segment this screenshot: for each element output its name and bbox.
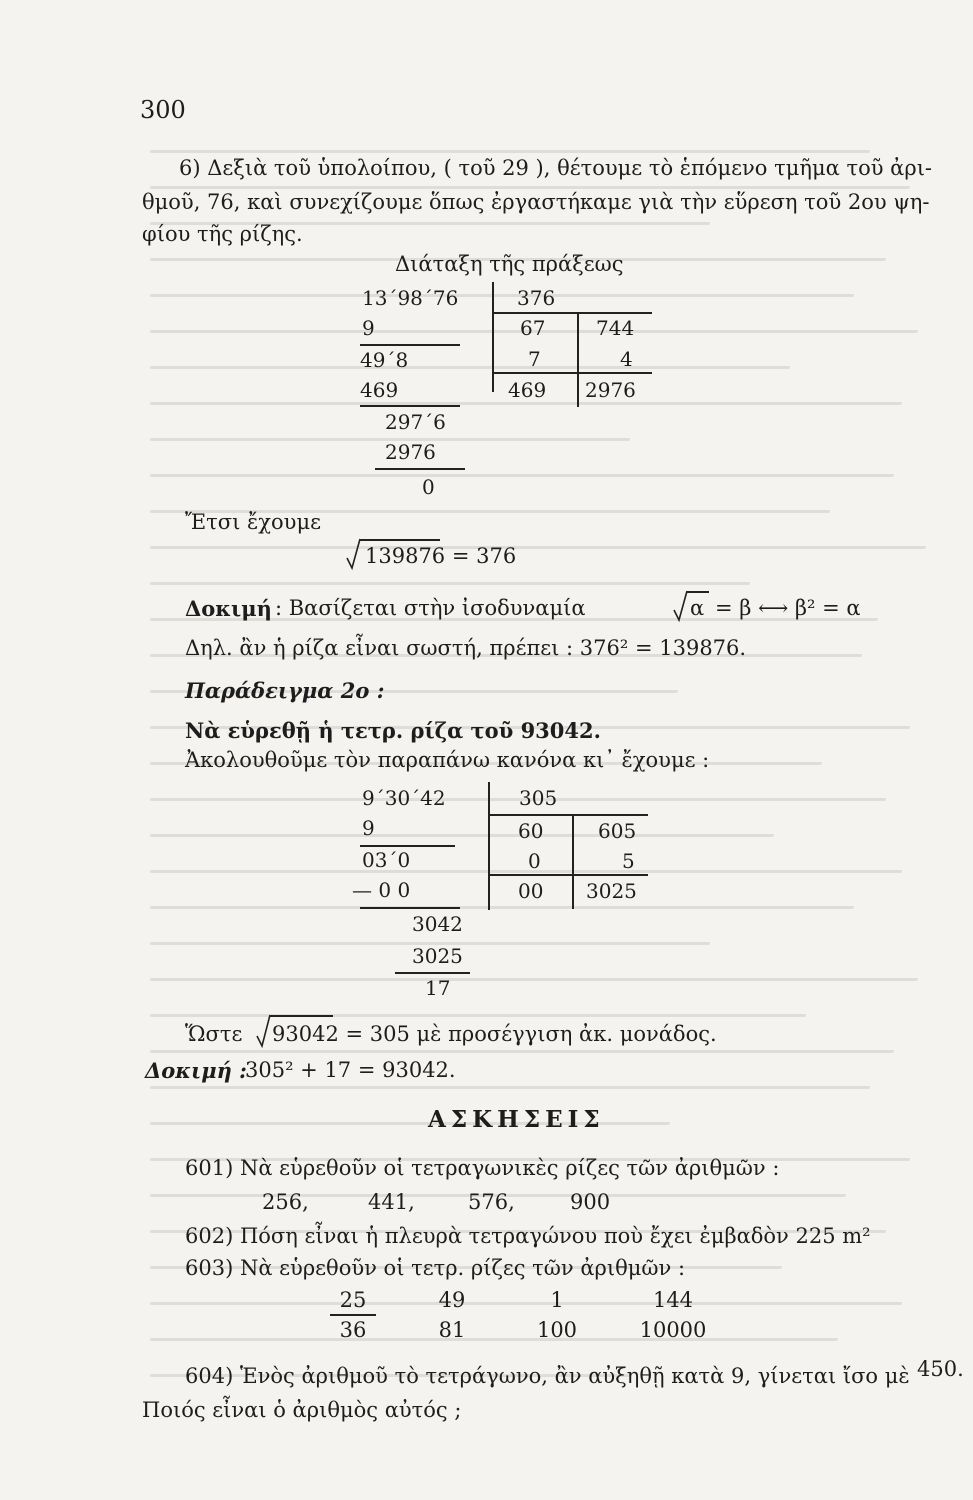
fraction-2 bbox=[432, 1288, 472, 1342]
exercise-601-value-4: 900 bbox=[570, 1190, 611, 1214]
root-expression-2: 93042 = 305 μὲ προσέγγιση ἀκ. μονάδος. bbox=[272, 1022, 717, 1046]
fraction-4 bbox=[637, 1288, 709, 1342]
layout1-right-1: 744 bbox=[596, 316, 635, 340]
layout1-mid-2: 67 bbox=[520, 316, 546, 340]
exercise-604-value: 450. bbox=[917, 1357, 964, 1381]
formula-rest: = β ⟷ β² = α bbox=[715, 596, 861, 620]
dokimi-label-1: Δοκιμή bbox=[185, 596, 272, 621]
fraction-1-denominator: 36 bbox=[339, 1317, 367, 1342]
layout2-right-1: 605 bbox=[598, 819, 637, 843]
page-number: 300 bbox=[140, 96, 186, 124]
layout1-left-4: 469 bbox=[360, 378, 399, 402]
exercise-601: 601) Νὰ εὑρεθοῦν οἱ τετραγωνικὲς ρίζες τῶν ἀριθμῶν : bbox=[185, 1156, 780, 1180]
fraction-3 bbox=[532, 1288, 582, 1342]
exercise-601-value-3: 576, bbox=[468, 1190, 515, 1214]
dil-line: Δηλ. ἂν ἡ ρίζα εἶναι σωστή, πρέπει : 376² = 139876. bbox=[185, 636, 747, 660]
layout1-left-3: 49΄8 bbox=[360, 348, 409, 372]
exercise-601-value-2: 441, bbox=[368, 1190, 415, 1214]
layout1-left-6: 2976 bbox=[385, 440, 436, 464]
fraction-3-denominator: 100 bbox=[536, 1317, 578, 1342]
exercise-604-line-1: 604) Ἑνὸς ἀριθμοῦ τὸ τετράγωνο, ἂν αὐξηθῇ κατὰ 9, γίνεται ἴσο μὲ bbox=[185, 1364, 910, 1388]
root-expression-1: 139876 = 376 bbox=[365, 544, 517, 568]
layout2-left-7: 17 bbox=[425, 976, 451, 1000]
layout2-left-3: 03΄0 bbox=[362, 848, 411, 872]
layout2-mid-2: 60 bbox=[518, 819, 544, 843]
formula-alpha: α bbox=[690, 596, 705, 620]
layout1-left-7: 0 bbox=[422, 475, 435, 499]
example-2-task: Νὰ εὑρεθῇ ἡ τετρ. ρίζα τοῦ 93042. bbox=[185, 718, 601, 743]
layout1-mid-4: 469 bbox=[508, 378, 547, 402]
layout2-left-4: — 0 0 bbox=[352, 878, 411, 902]
layout2-left-5: 3042 bbox=[412, 912, 463, 936]
exercise-602: 602) Πόση εἶναι ἡ πλευρὰ τετραγώνου ποὺ ἔχει ἐμβαδὸν 225 m² bbox=[185, 1224, 871, 1248]
exercise-604-line-2: Ποιός εἶναι ὁ ἀριθμὸς αὐτός ; bbox=[142, 1398, 462, 1422]
example-2-title: Παράδειγμα 2ο : bbox=[185, 678, 385, 703]
layout1-right-3: 2976 bbox=[585, 378, 636, 402]
oste-label: Ὥστε bbox=[185, 1022, 243, 1046]
dokimi-label-2: Δοκιμή : bbox=[145, 1058, 247, 1083]
layout1-right-2: 4 bbox=[620, 347, 633, 371]
exercise-601-value-1: 256, bbox=[262, 1190, 309, 1214]
intro-line-1: 6) Δεξιὰ τοῦ ὑπολοίπου, ( τοῦ 29 ), θέτουμε τὸ ἑπόμενο τμῆμα τοῦ ἀρι- bbox=[179, 156, 933, 180]
layout1-left-2: 9 bbox=[362, 316, 375, 340]
layout2-mid-3: 0 bbox=[528, 849, 541, 873]
layout1-left-5: 297΄6 bbox=[385, 410, 446, 434]
dokimi-text-1: : Βασίζεται στὴν ἰσοδυναμία bbox=[275, 596, 586, 620]
exercises-heading: ΑΣΚΗΣΕΙΣ bbox=[428, 1106, 605, 1133]
layout1-mid-3: 7 bbox=[528, 347, 541, 371]
fraction-4-denominator: 10000 bbox=[639, 1317, 707, 1342]
fraction-1-numerator: 25 bbox=[339, 1288, 367, 1312]
intro-line-3: φίου τῆς ρίζης. bbox=[142, 222, 303, 246]
layout2-mid-4: 00 bbox=[518, 879, 544, 903]
intro-line-2: θμοῦ, 76, καὶ συνεχίζουμε ὅπως ἐργαστήκαμε γιὰ τὴν εὕρεση τοῦ 2ου ψη- bbox=[142, 190, 930, 214]
layout1-left-1: 13΄98΄76 bbox=[362, 286, 459, 310]
fraction-2-numerator: 49 bbox=[438, 1288, 466, 1312]
example-2-follow: Ἀκολουθοῦμε τὸν παραπάνω κανόνα κι᾽ ἔχουμε : bbox=[185, 748, 710, 772]
layout2-mid-1: 305 bbox=[519, 786, 558, 810]
fraction-4-numerator: 144 bbox=[652, 1288, 694, 1312]
fraction-3-numerator: 1 bbox=[550, 1288, 564, 1312]
fraction-2-denominator: 81 bbox=[438, 1317, 466, 1342]
exercise-603: 603) Νὰ εὑρεθοῦν οἱ τετρ. ρίζες τῶν ἀριθμῶν : bbox=[185, 1256, 686, 1280]
layout2-right-3: 3025 bbox=[586, 879, 637, 903]
layout2-left-1: 9΄30΄42 bbox=[362, 786, 446, 810]
layout-title: Διάταξη τῆς πράξεως bbox=[395, 252, 624, 276]
etsi-label: Ἔτσι ἔχουμε bbox=[185, 510, 321, 534]
dokimi-text-2: 305² + 17 = 93042. bbox=[245, 1058, 456, 1082]
fraction-1 bbox=[330, 1288, 376, 1342]
layout2-left-2: 9 bbox=[362, 816, 375, 840]
layout1-mid-1: 376 bbox=[517, 286, 556, 310]
layout2-right-2: 5 bbox=[622, 849, 635, 873]
layout2-left-6: 3025 bbox=[412, 944, 463, 968]
